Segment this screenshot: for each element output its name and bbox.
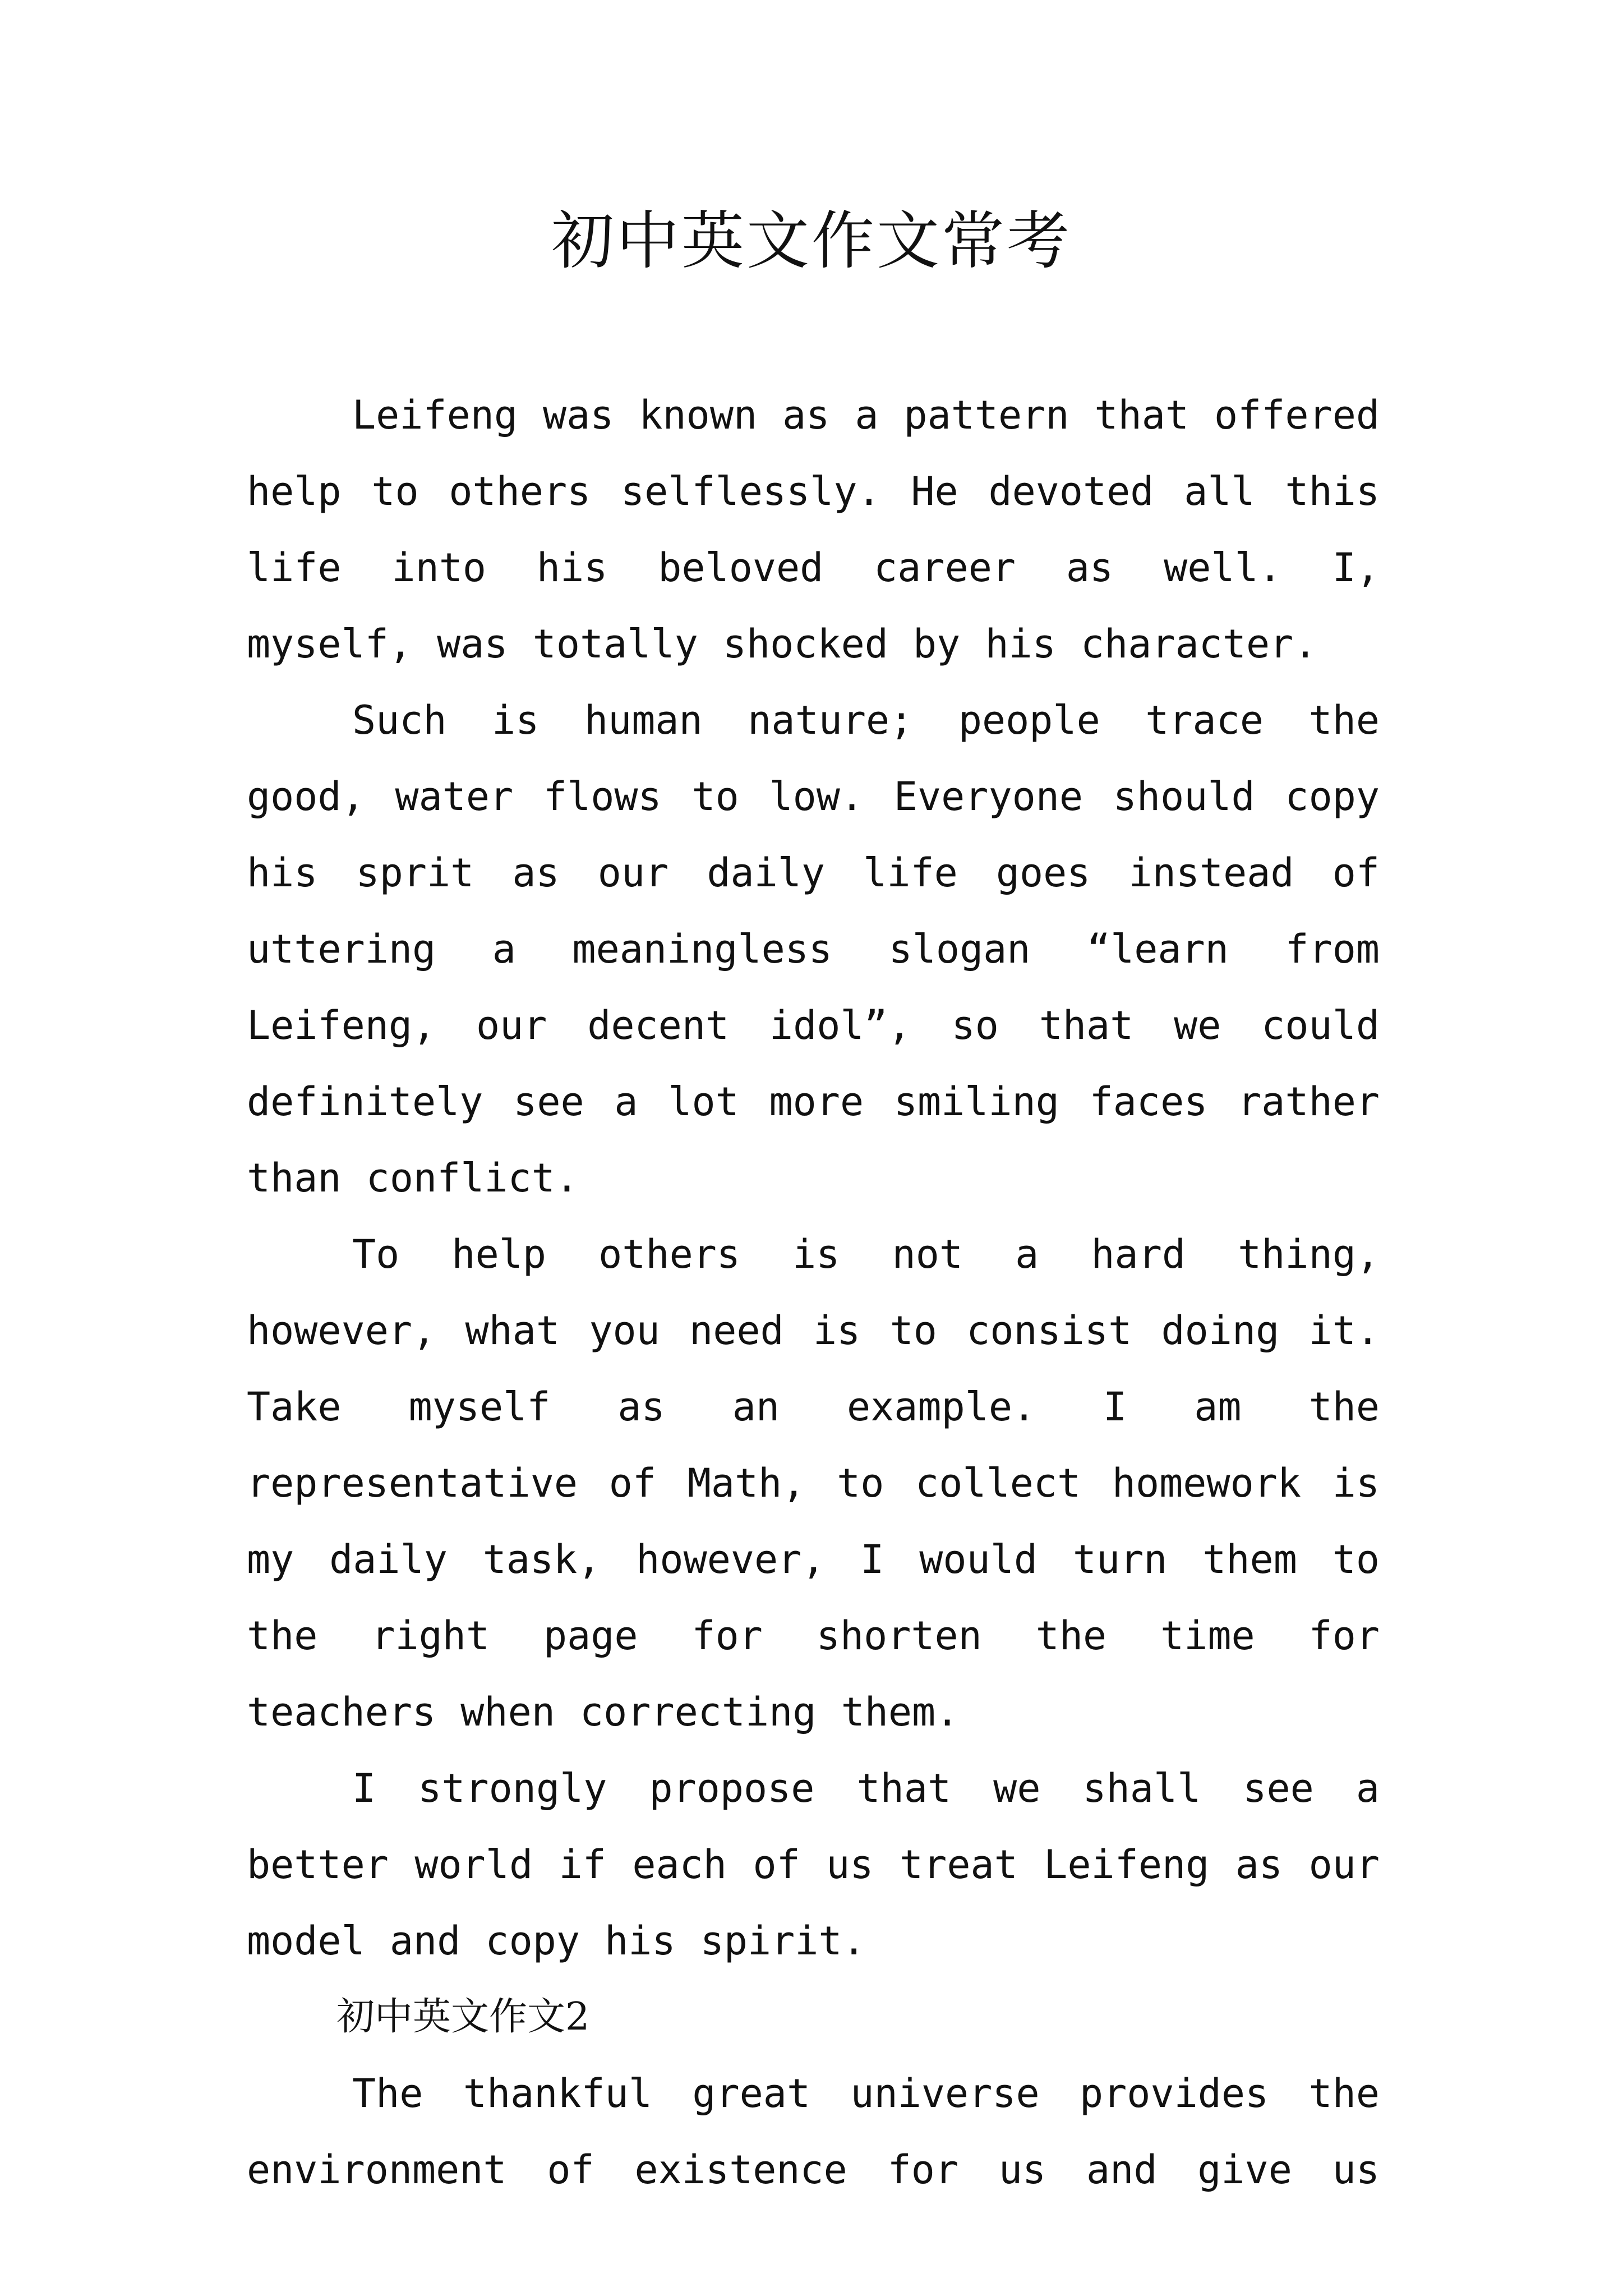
document-title: 初中英文作文常考	[551, 205, 1072, 278]
document-body	[247, 377, 1380, 2208]
paragraph-4: I strongly propose that we shall see a better world if each of us treat Leifeng as our model and copy his spirit.	[247, 1765, 1380, 1964]
section-2-paragraph: The thankful great universe provides the environment of existence for us and give us	[247, 2070, 1380, 2193]
section-2-heading: 初中英文作文2	[336, 1995, 590, 2039]
paragraph-1: Leifeng was known as a pattern that offered help to others selflessly. He devoted all this life into his beloved career as well. I, myself, was totally shocked by his character.	[247, 392, 1380, 667]
paragraph-2: Such is human nature; people trace the good, water flows to low. Everyone should copy his sprit as our daily life goes instead of uttering a meaningless slogan “learn from Leifeng, our decent idol”, so that we could definitely see a lot more smiling faces rather than conflict.	[247, 697, 1380, 1201]
paragraph-3: To help others is not a hard thing, however, what you need is to consist doing it. Take myself as an example. I am the representative of Math, to collect homework is my daily task, however, I would turn them to the right page for shorten the time for teachers when correcting them.	[247, 1231, 1380, 1735]
